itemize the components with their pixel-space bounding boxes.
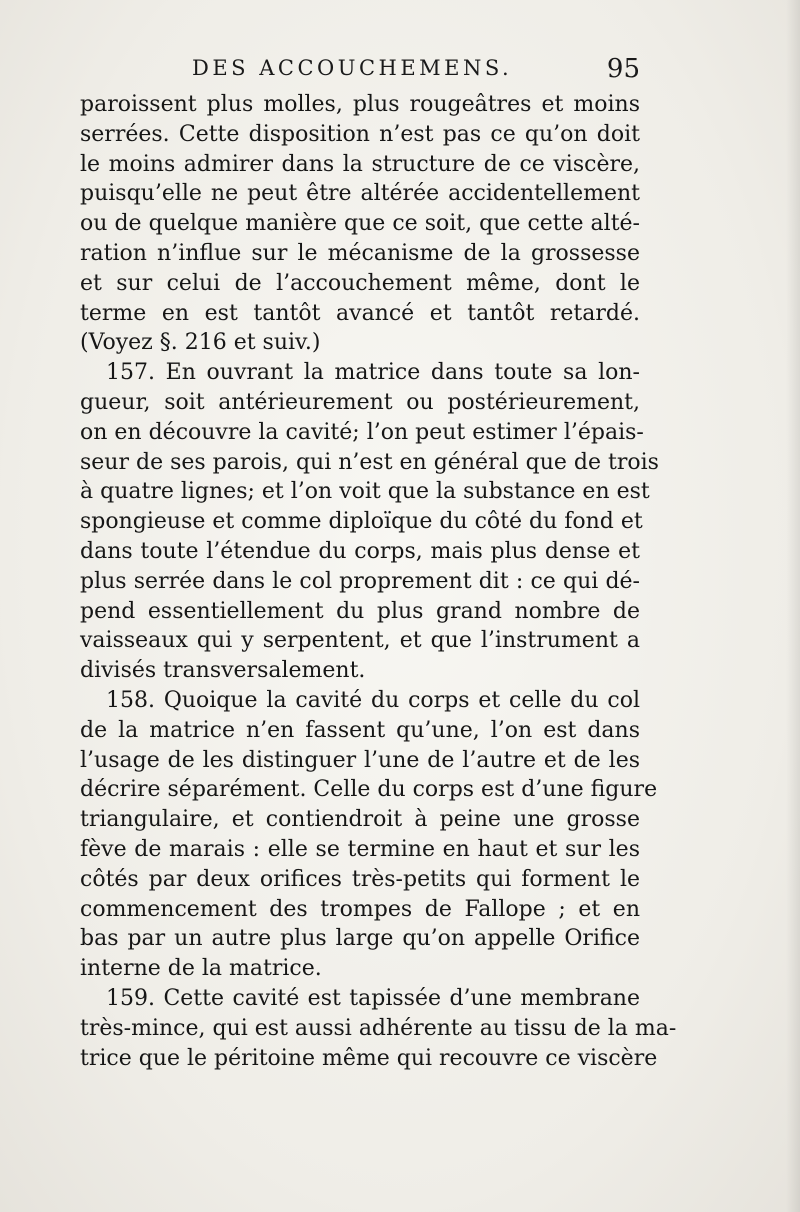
text-line: 159. Cette cavité est tapissée d’une membrane: [106, 985, 640, 1011]
text-line: et sur celui de l’accouchement même, dont le: [80, 270, 640, 296]
text-line: serrées. Cette disposition n’est pas ce qu’on doit: [80, 121, 640, 147]
page-number: 95: [606, 54, 640, 84]
page-header: [80, 54, 640, 90]
running-title: DES ACCOUCHEMENS.: [192, 56, 513, 80]
text-line: décrire séparément. Celle du corps est d’une figure: [80, 777, 658, 803]
text-line: plus serrée dans le col proprement dit : ce qui dé-: [80, 568, 640, 594]
text-line: on en découvre la cavité; l’on peut estimer l’épais-: [80, 419, 644, 445]
text-line: côtés par deux orifices très-petits qui forment le: [80, 866, 640, 892]
text-line: divisés transversalement.: [80, 658, 366, 684]
text-line: vaisseaux qui y serpentent, et que l’instrument a: [80, 628, 640, 654]
text-line: commencement des trompes de Fallope ; et en: [80, 896, 640, 922]
text-line: bas par un autre plus large qu’on appelle Orifice: [80, 926, 640, 952]
text-line: l’usage de les distinguer l’une de l’autre et de les: [80, 747, 640, 773]
text-line: ou de quelque manière que ce soit, que cette alté-: [80, 211, 640, 237]
text-line: trice que le péritoine même qui recouvre ce viscère: [80, 1045, 658, 1071]
text-line: (Voyez §. 216 et suiv.): [80, 330, 321, 356]
text-line: puisqu’elle ne peut être altérée accidentellement: [80, 181, 640, 207]
text-line: paroissent plus molles, plus rougeâtres et moins: [80, 92, 640, 117]
text-line: dans toute l’étendue du corps, mais plus dense et: [80, 538, 640, 564]
text-line: 158. Quoique la cavité du corps et celle du col: [106, 687, 640, 713]
text-line: fève de marais : elle se termine en haut et sur les: [80, 836, 640, 862]
page-edge-shadow: [786, 0, 800, 1212]
text-line: à quatre lignes; et l’on voit que la substance en est: [80, 479, 650, 505]
text-line: terme en est tantôt avancé et tantôt retardé.: [80, 300, 640, 326]
text-line: très-mince, qui est aussi adhérente au tissu de la ma-: [80, 1015, 677, 1041]
text-line: de la matrice n’en fassent qu’une, l’on est dans: [80, 717, 640, 743]
text-line: le moins admirer dans la structure de ce viscère,: [80, 151, 640, 177]
text-line: pend essentiellement du plus grand nombre de: [80, 598, 640, 624]
text-line: 157. En ouvrant la matrice dans toute sa lon-: [106, 360, 640, 386]
text-line: gueur, soit antérieurement ou postérieurement,: [80, 389, 640, 415]
text-line: triangulaire, et contiendroit à peine une grosse: [80, 807, 640, 833]
body-text: [80, 90, 677, 1073]
text-line: ration n’influe sur le mécanisme de la grossesse: [80, 240, 640, 266]
text-line: spongieuse et comme diploïque du côté du fond et: [80, 509, 643, 535]
text-line: seur de ses parois, qui n’est en général que de trois: [80, 449, 659, 475]
text-line: interne de la matrice.: [80, 956, 322, 982]
